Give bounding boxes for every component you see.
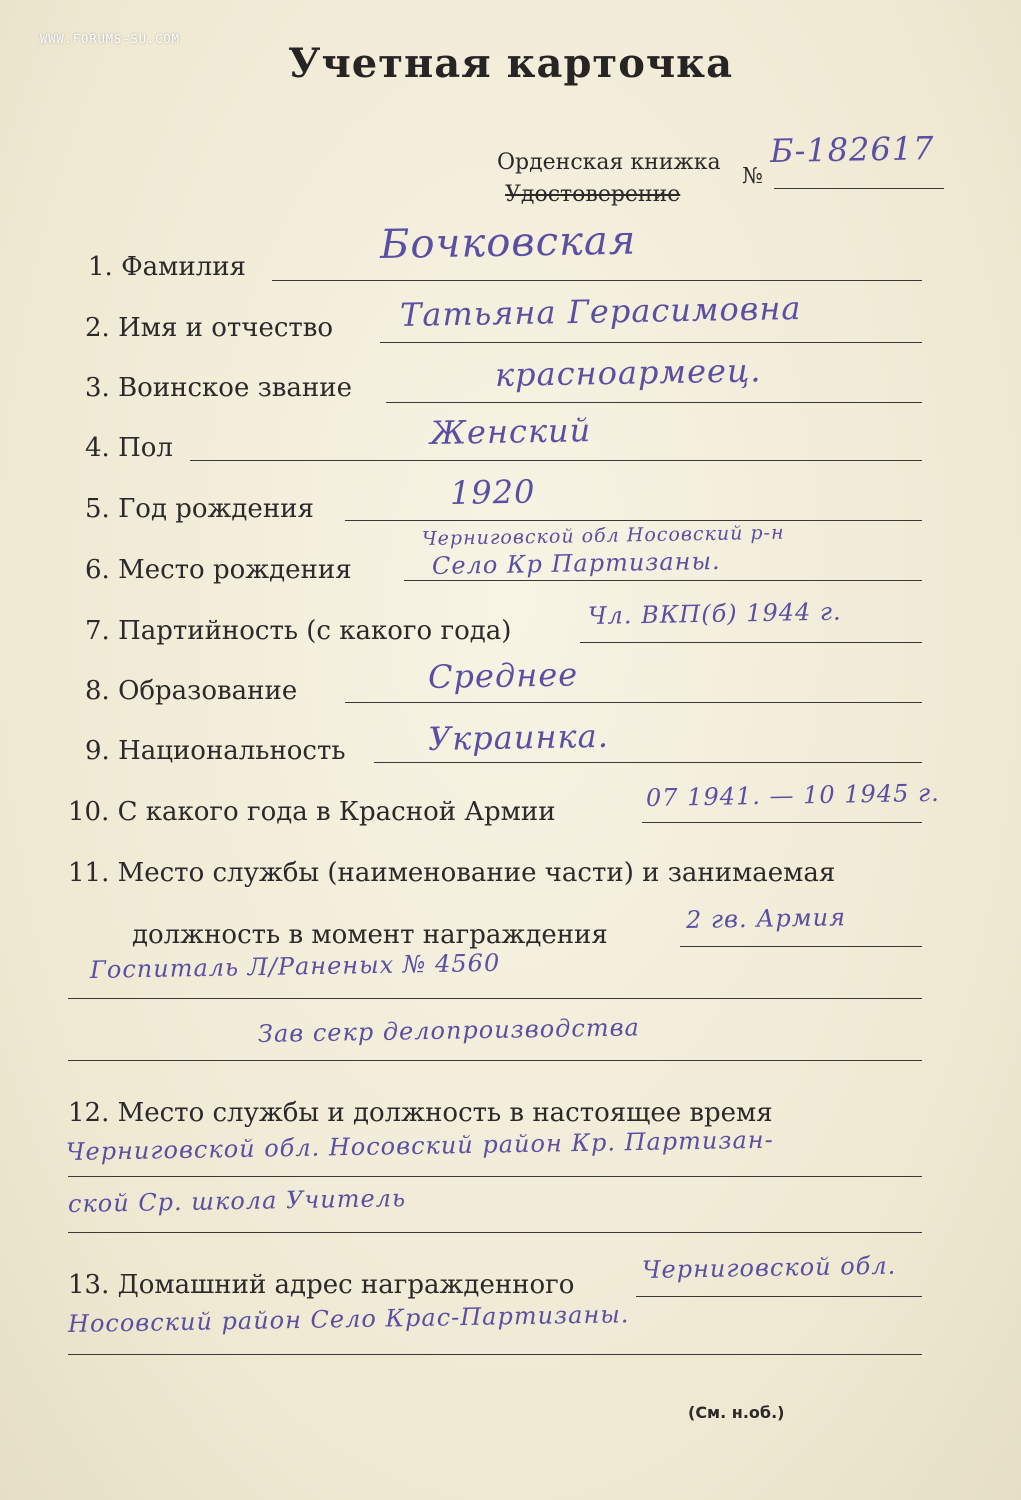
service-at-award-line-2 bbox=[68, 998, 922, 999]
service-now-line-2 bbox=[68, 1232, 922, 1233]
education-label: 8. Образование bbox=[85, 676, 298, 706]
number-line bbox=[774, 188, 944, 189]
sex-label: 4. Пол bbox=[85, 433, 173, 463]
birth-year-value: 1920 bbox=[449, 472, 536, 512]
name-value: Татьяна Герасимовна bbox=[399, 288, 802, 334]
name-line bbox=[380, 342, 922, 343]
rank-label: 3. Воинское звание bbox=[85, 373, 352, 403]
name-label: 2. Имя и отчество bbox=[85, 313, 334, 343]
service-at-award-label-1: 11. Место службы (наименование части) и занимаемая bbox=[68, 858, 836, 888]
number-sign: № bbox=[742, 164, 763, 189]
service-now-value-2: ской Ср. школа Учитель bbox=[67, 1184, 407, 1218]
service-at-award-line-3 bbox=[68, 1060, 922, 1061]
party-value: Чл. ВКП(б) 1944 г. bbox=[587, 597, 842, 630]
birth-place-value-2: Село Кр Партизаны. bbox=[431, 546, 721, 580]
service-at-award-value-2: Госпиталь Л/Раненых № 4560 bbox=[89, 948, 501, 984]
birth-year-label: 5. Год рождения bbox=[85, 494, 314, 524]
home-address-line-1 bbox=[636, 1296, 922, 1297]
home-address-value-2: Носовский район Село Крас-Партизаны. bbox=[67, 1300, 630, 1338]
surname-label: 1. Фамилия bbox=[88, 252, 246, 282]
see-reverse-note: (См. н.об.) bbox=[688, 1403, 785, 1422]
education-line bbox=[345, 702, 922, 703]
watermark: WWW.FORUMS-SU.COM bbox=[40, 32, 180, 46]
nationality-label: 9. Национальность bbox=[85, 736, 346, 766]
birth-place-value-1: Черниговской обл Носовский р-н bbox=[421, 521, 785, 550]
service-now-value-1: Черниговской обл. Носовский район Кр. Партизан- bbox=[65, 1125, 774, 1166]
service-at-award-line-1 bbox=[680, 946, 922, 947]
sex-line bbox=[190, 460, 922, 461]
service-at-award-value-3: Зав секр делопроизводства bbox=[257, 1013, 641, 1048]
nationality-line bbox=[374, 762, 922, 763]
service-at-award-value-1: 2 гв. Армия bbox=[685, 903, 847, 934]
surname-line bbox=[272, 280, 922, 281]
order-book-number: Б-182617 bbox=[769, 129, 935, 170]
home-address-label: 13. Домашний адрес награжденного bbox=[68, 1270, 575, 1300]
party-label: 7. Партийность (с какого года) bbox=[85, 616, 512, 646]
education-value: Среднее bbox=[427, 655, 579, 696]
home-address-line-2 bbox=[68, 1354, 922, 1355]
birth-place-line bbox=[404, 580, 922, 581]
home-address-value-1: Черниговской обл. bbox=[641, 1251, 897, 1284]
card-title: Учетная карточка bbox=[288, 40, 733, 87]
army-since-line bbox=[642, 822, 922, 823]
service-now-line-1 bbox=[68, 1176, 922, 1177]
birth-year-line bbox=[345, 520, 922, 521]
army-since-value: 07 1941. — 10 1945 г. bbox=[645, 778, 940, 812]
service-now-label: 12. Место службы и должность в настоящее время bbox=[68, 1098, 773, 1128]
rank-line bbox=[386, 402, 922, 403]
service-at-award-label-2: должность в момент награждения bbox=[132, 920, 608, 950]
rank-value: красноармеец. bbox=[494, 351, 762, 394]
nationality-value: Украинка. bbox=[427, 716, 610, 758]
surname-value: Бочковская bbox=[379, 217, 637, 268]
birth-place-label: 6. Место рождения bbox=[85, 555, 352, 585]
sex-value: Женский bbox=[429, 411, 592, 452]
certificate-label: Удостоверение bbox=[505, 182, 681, 207]
party-line bbox=[580, 642, 922, 643]
army-since-label: 10. С какого года в Красной Армии bbox=[68, 797, 556, 827]
order-book-label: Орденская книжка bbox=[497, 150, 721, 175]
